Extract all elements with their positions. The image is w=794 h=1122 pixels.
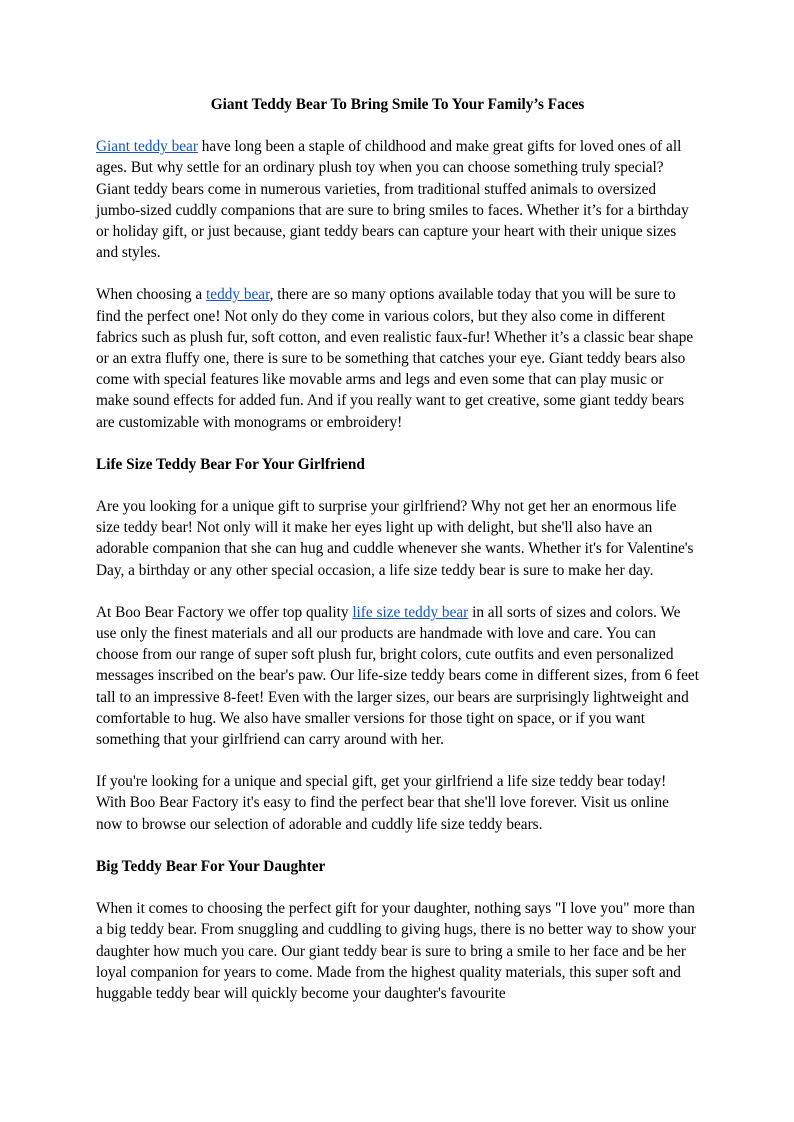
document-title: Giant Teddy Bear To Bring Smile To Your Family’s Faces <box>210 96 585 113</box>
giant-teddy-bear-link[interactable]: Giant teddy bear <box>96 138 198 156</box>
daughter-heading: Big Teddy Bear For Your Daughter <box>96 857 326 875</box>
girlfriend-paragraph-2 <box>96 602 699 750</box>
girlfriend-paragraph-2-before: At Boo Bear Factory we offer top quality <box>96 603 353 621</box>
document-page <box>96 90 699 1004</box>
girlfriend-paragraph-3: If you're looking for a unique and special gift, get your girlfriend a life size teddy bear today! With Boo Bear Factory it's easy to find the perfect bear that she'll love forever. Visit us online now to browse our selection of adorable and cuddly life size teddy bears. <box>96 773 669 833</box>
intro-paragraph-1-text: have long been a staple of childhood and make great gifts for loved ones of all ages. But why settle for an ordinary plush toy when you can choose something truly special? Giant teddy bears come in numerous varieties, from traditional stuffed animals to oversized jumbo-sized cuddly companions that are sure to bring smiles to faces. Whether it’s for a birthday or holiday gift, or just because, giant teddy bears can capture your heart with their unique sizes and styles. <box>96 138 689 262</box>
intro-paragraph-2-before: When choosing a <box>96 286 207 304</box>
intro-paragraph-1 <box>96 136 699 263</box>
teddy-bear-link[interactable]: teddy bear <box>206 286 270 304</box>
intro-paragraph-2 <box>96 284 699 432</box>
girlfriend-paragraph-2-after: in all sorts of sizes and colors. We use only the finest materials and all our products are handmade with love and care. You can choose from our range of super soft plush fur, bright colors, cute outfits and even personalized messages inscribed on the bear's paw. Our life-size teddy bears come in different sizes, from 6 feet tall to an impressive 8-feet! Even with the larger sizes, our bears are surprisingly lightweight and comfortable to hug. We also have smaller versions for those tight on space, or if you want something that your girlfriend can carry around with her. <box>96 603 699 749</box>
girlfriend-heading: Life Size Teddy Bear For Your Girlfriend <box>96 455 365 473</box>
intro-paragraph-2-after: , there are so many options available today that you will be sure to find the perfect one! Not only do they come in various colors, but they also come in different fabrics such as plush fur, soft cotton, and even realistic faux-fur! Whether it’s a classic bear shape or an extra fluffy one, there is sure to be something that catches your eye. Giant teddy bears also come with special features like movable arms and legs and even some that can play music or make sound effects for added fun. And if you really want to get creative, some giant teddy bears are customizable with monograms or embroidery! <box>96 286 694 431</box>
girlfriend-paragraph-1: Are you looking for a unique gift to surprise your girlfriend? Why not get her an enormous life size teddy bear! Not only will it make her eyes light up with delight, but she'll also have an adorable companion that she can hug and cuddle whenever she wants. Whether it's for Valentine's Day, a birthday or any other special occasion, a life size teddy bear is sure to make her day. <box>96 498 694 579</box>
life-size-teddy-bear-link[interactable]: life size teddy bear <box>352 603 469 621</box>
daughter-paragraph-1: When it comes to choosing the perfect gift for your daughter, nothing says "I love you" more than a big teddy bear. From snuggling and cuddling to giving hugs, there is no better way to show your daughter how much you care. Our giant teddy bear is sure to bring a smile to her face and be her loyal companion for years to come. Made from the highest quality materials, this super soft and huggable teddy bear will quickly become your daughter's favourite <box>96 900 696 1002</box>
